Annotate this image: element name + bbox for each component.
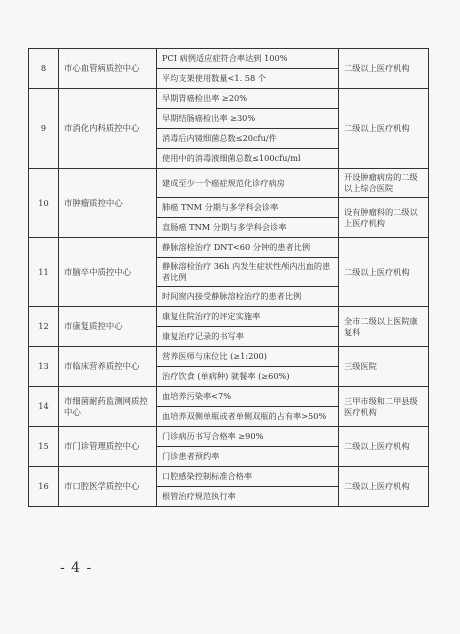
page-number: - 4 - xyxy=(60,560,93,576)
scope-requirement-cell: 全市二级以上医院康复科 xyxy=(339,307,429,347)
indicator-cell: 静脉溶栓治疗 36h 内发生症状性颅内出血的患者比例 xyxy=(157,258,339,287)
qc-center-name: 市康复质控中心 xyxy=(59,307,157,347)
quality-control-table xyxy=(28,48,429,507)
table-body xyxy=(29,49,429,507)
row-number: 16 xyxy=(29,467,59,507)
indicator-cell: 建成至少一个癌症规范化诊疗病房 xyxy=(157,169,339,198)
scope-requirement-cell: 二级以上医疗机构 xyxy=(339,467,429,507)
scope-requirement-cell: 设有肿瘤科的二级以上医疗机构 xyxy=(339,198,429,238)
scope-requirement-cell: 开设肿瘤病房的二级以上综合医院 xyxy=(339,169,429,198)
qc-center-name: 市心血管病质控中心 xyxy=(59,49,157,89)
table-row xyxy=(29,347,429,367)
row-number: 15 xyxy=(29,427,59,467)
table-row xyxy=(29,49,429,69)
table-row xyxy=(29,169,429,198)
scope-requirement-cell: 二级以上医疗机构 xyxy=(339,49,429,89)
qc-center-name: 市肿瘤质控中心 xyxy=(59,169,157,238)
table-row xyxy=(29,307,429,327)
indicator-cell: 口腔感染控制标准合格率 xyxy=(157,467,339,487)
row-number: 8 xyxy=(29,49,59,89)
table-row xyxy=(29,89,429,109)
indicator-cell: 静脉溶栓治疗 DNT<60 分钟的患者比例 xyxy=(157,238,339,258)
scope-requirement-cell: 三甲市级和二甲县级医疗机构 xyxy=(339,387,429,427)
qc-center-name: 市临床营养质控中心 xyxy=(59,347,157,387)
indicator-cell: 时间窗内接受静脉溶栓治疗的患者比例 xyxy=(157,287,339,307)
table-row xyxy=(29,467,429,487)
row-number: 14 xyxy=(29,387,59,427)
indicator-cell: 治疗饮食 (单病种) 就餐率 (≥60%) xyxy=(157,367,339,387)
scope-requirement-cell: 二级以上医疗机构 xyxy=(339,89,429,169)
indicator-cell: 使用中的消毒液细菌总数≤100cfu/ml xyxy=(157,149,339,169)
indicator-cell: 康复治疗记录的书写率 xyxy=(157,327,339,347)
row-number: 9 xyxy=(29,89,59,169)
indicator-cell: 血培养污染率<7% xyxy=(157,387,339,407)
scope-requirement-cell: 二级以上医疗机构 xyxy=(339,238,429,307)
table-row xyxy=(29,387,429,407)
scope-requirement-cell: 二级以上医疗机构 xyxy=(339,427,429,467)
indicator-cell: 营养医师与床位比 (≥1:200) xyxy=(157,347,339,367)
indicator-cell: 早期胃癌检出率 ≥20% xyxy=(157,89,339,109)
table-row xyxy=(29,238,429,258)
indicator-cell: 肺癌 TNM 分期与多学科会诊率 xyxy=(157,198,339,218)
indicator-cell: 平均支架使用数量<1. 58 个 xyxy=(157,69,339,89)
qc-center-name: 市门诊管理质控中心 xyxy=(59,427,157,467)
scope-requirement-cell: 三级医院 xyxy=(339,347,429,387)
indicator-cell: PCI 病例适应症符合率达到 100% xyxy=(157,49,339,69)
indicator-cell: 门诊病历书写合格率 ≥90% xyxy=(157,427,339,447)
qc-center-name: 市口腔医学质控中心 xyxy=(59,467,157,507)
row-number: 10 xyxy=(29,169,59,238)
indicator-cell: 血培养双侧单瓶或者单侧双瓶的占有率>50% xyxy=(157,407,339,427)
indicator-cell: 康复住院治疗的评定实施率 xyxy=(157,307,339,327)
indicator-cell: 根管治疗规范执行率 xyxy=(157,487,339,507)
indicator-cell: 早期结肠癌检出率 ≥30% xyxy=(157,109,339,129)
row-number: 11 xyxy=(29,238,59,307)
qc-center-name: 市脑卒中质控中心 xyxy=(59,238,157,307)
indicator-cell: 直肠癌 TNM 分期与多学科会诊率 xyxy=(157,218,339,238)
table-row xyxy=(29,427,429,447)
row-number: 12 xyxy=(29,307,59,347)
row-number: 13 xyxy=(29,347,59,387)
qc-center-name: 市细菌耐药监测网质控中心 xyxy=(59,387,157,427)
indicator-cell: 门诊患者预约率 xyxy=(157,447,339,467)
qc-center-name: 市消化内科质控中心 xyxy=(59,89,157,169)
indicator-cell: 消毒后内镜细菌总数≤20cfu/件 xyxy=(157,129,339,149)
